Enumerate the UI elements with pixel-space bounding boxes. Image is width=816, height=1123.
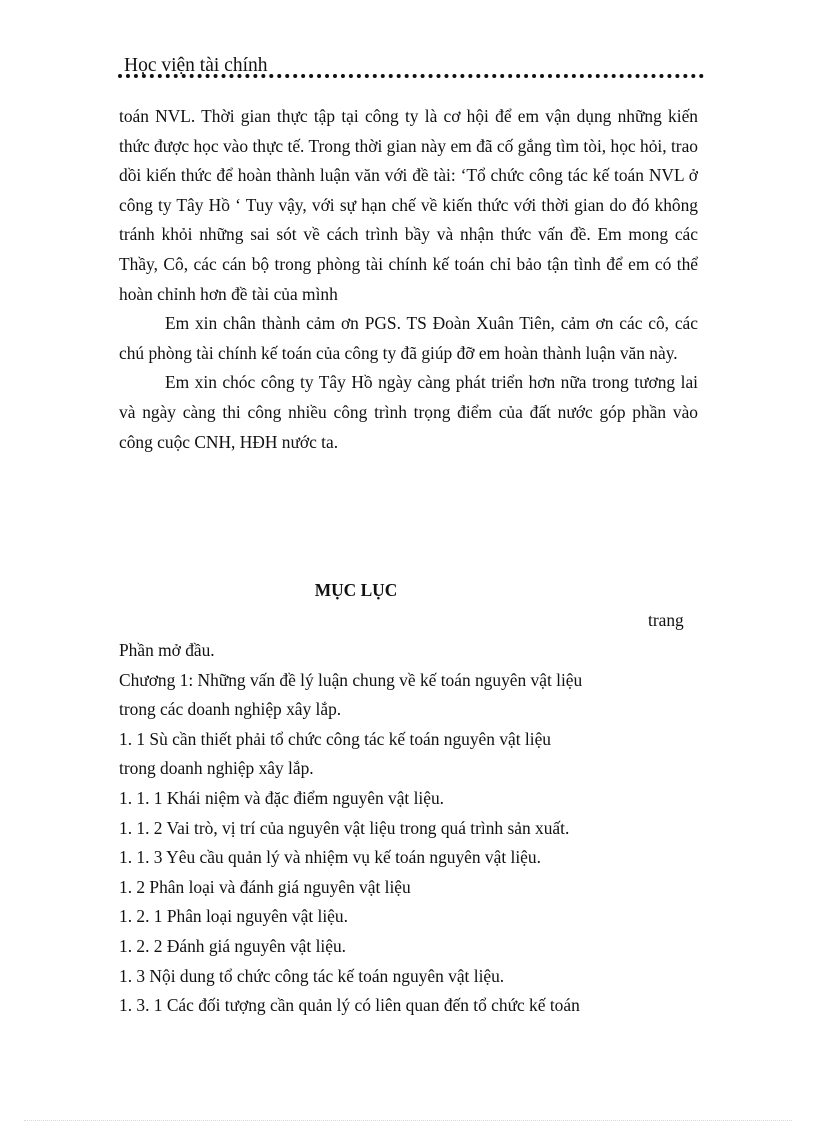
page-header	[118, 52, 704, 80]
body-text	[119, 102, 698, 457]
toc-entry: trong các doanh nghiệp xây lắp.	[119, 699, 342, 720]
toc-entry: 1. 1. 2 Vai trò, vị trí của nguyên vật liệu trong quá trình sản xuất.	[119, 817, 570, 838]
toc-entry: 1. 3 Nội dung tổ chức công tác kế toán nguyên vật liệu.	[119, 965, 505, 986]
toc-entry: 1. 2. 2 Đánh giá nguyên vật liệu.	[119, 935, 346, 956]
toc-list	[119, 636, 679, 1021]
header-dotted-rule	[118, 74, 704, 78]
toc-page-label: trang	[648, 610, 684, 630]
paragraph-acknowledgement: Em xin chân thành cảm ơn PGS. TS Đoàn Xuân Tiên, cảm ơn các cô, các chú phòng tài chính kế toán của công ty đã giúp đỡ em hoàn thành luận văn này.	[119, 313, 698, 363]
paragraph-continuation: toán NVL. Thời gian thực tập tại công ty là cơ hội để em vận dụng những kiến thức được học vào thực tế. Trong thời gian này em đã cố gắng tìm tòi, học hỏi, trao dồi kiến thức để hoàn thành luận văn với đề tài: ‘Tổ chức công tác kế toán NVL ở công ty Tây Hồ ‘ Tuy vậy, với sự hạn chế về kiến thức với thời gian do đó không tránh khỏi những sai sót về cách trình bầy và nhận thức vấn đề. Em mong các Thầy, Cô, các cán bộ trong phòng tài chính kế toán chỉ bảo tận tình để em có thể hoàn chỉnh hơn đề tài của mình	[119, 106, 698, 304]
header-title: Học viện tài chính	[124, 55, 268, 76]
toc-entry: trong doanh nghiệp xây lắp.	[119, 758, 314, 779]
toc-entry: Chương 1: Những vấn đề lý luận chung về kế toán nguyên vật liệu	[119, 669, 583, 690]
paragraph-wishes: Em xin chóc công ty Tây Hồ ngày càng phát triển hơn nữa trong tương lai và ngày càng thi công nhiều công trình trọng điểm của đất nước góp phần vào công cuộc CNH, HĐH nước ta.	[119, 372, 698, 452]
toc-entry: 1. 1 Sù cần thiết phải tổ chức công tác kế toán nguyên vật liệu	[119, 728, 551, 749]
toc-title: MỤC LỤC	[314, 580, 398, 600]
toc-entry: 1. 2 Phân loại và đánh giá nguyên vật liệu	[119, 876, 411, 897]
toc-entry: 1. 3. 1 Các đối tượng cần quản lý có liên quan đến tổ chức kế toán	[119, 995, 580, 1016]
toc-entry: 1. 2. 1 Phân loại nguyên vật liệu.	[119, 906, 348, 927]
toc-entry: 1. 1. 3 Yêu cầu quản lý và nhiệm vụ kế toán nguyên vật liệu.	[119, 847, 541, 868]
page-bottom-rule	[24, 1120, 792, 1121]
toc-entry: Phần mở đầu.	[119, 640, 215, 660]
toc-entry: 1. 1. 1 Khái niệm và đặc điểm nguyên vật liệu.	[119, 787, 445, 808]
